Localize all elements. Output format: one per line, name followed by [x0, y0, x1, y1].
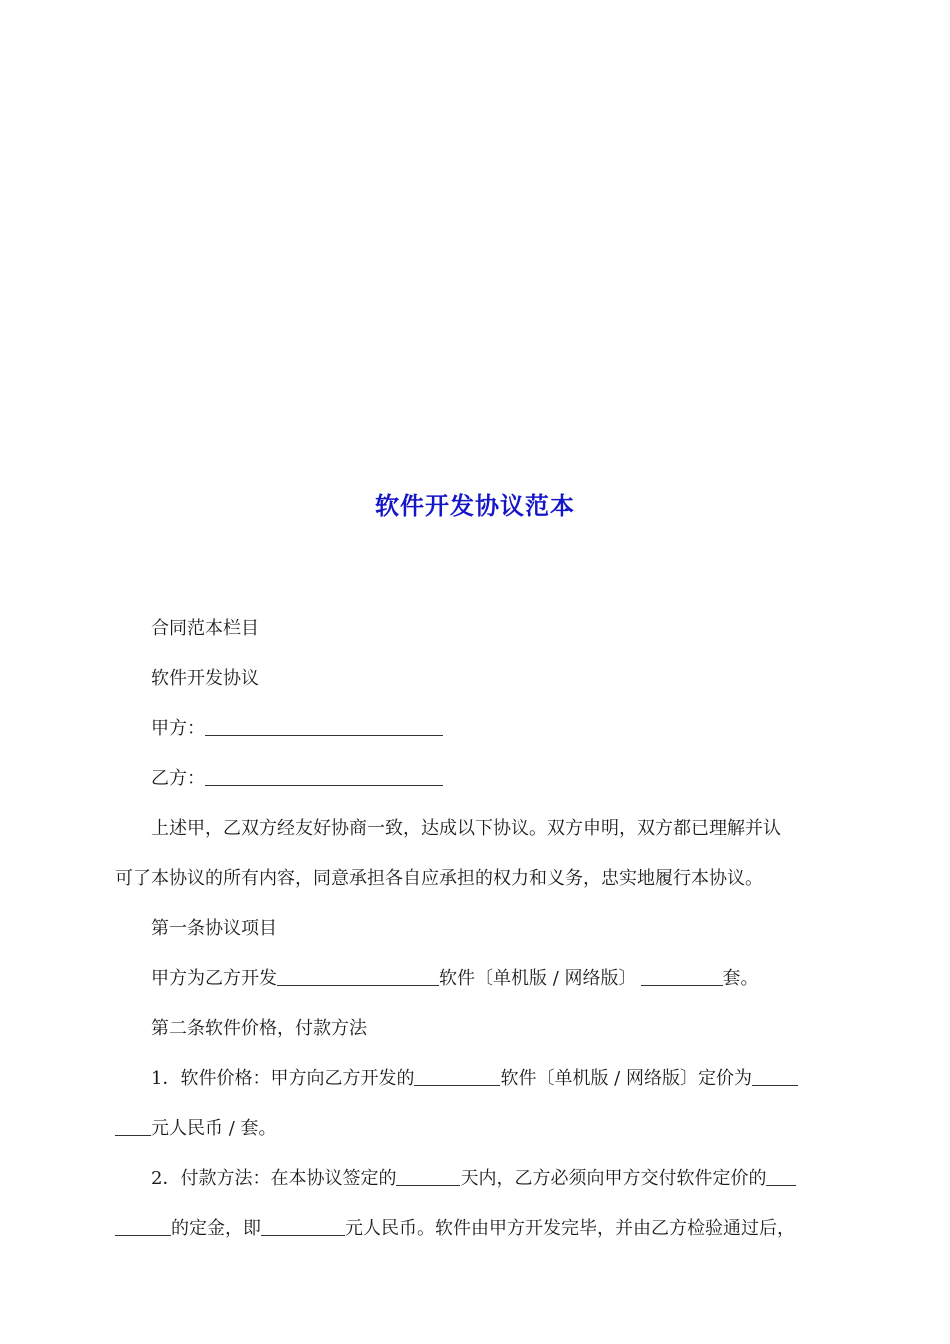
- software-blank: [414, 1067, 500, 1086]
- document-title: 软件开发协议范本: [375, 492, 575, 520]
- deposit-percent-blank-end: [115, 1217, 171, 1236]
- article-2-heading: [115, 1004, 837, 1054]
- payment-line-2: [115, 1204, 837, 1254]
- paragraph-agreement-name: [115, 654, 837, 704]
- price-line-1: [115, 1054, 837, 1104]
- deposit-amount-blank: [261, 1217, 345, 1236]
- article-1-heading: [115, 904, 837, 954]
- price-blank-start: [752, 1067, 798, 1086]
- text: 可了本协议的所有内容，同意承担各自应承担的权力和义务，忠实地履行本协议。: [115, 868, 763, 889]
- text: 元人民币 / 套。: [151, 1118, 277, 1139]
- party-a-blank: [205, 717, 443, 736]
- text: 软件〔单机版 / 网络版〕: [439, 968, 637, 989]
- party-b-blank: [205, 767, 443, 786]
- text: 上述甲，乙双方经友好协商一致，达成以下协议。双方申明，双方都已理解并认: [151, 818, 781, 839]
- party-b-label: 乙方：: [151, 768, 205, 789]
- text: 1．软件价格：甲方向乙方开发的: [151, 1068, 415, 1089]
- text: 软件开发协议: [151, 668, 259, 689]
- text: 合同范本栏目: [151, 618, 259, 639]
- price-blank-end: [115, 1117, 151, 1136]
- price-line-2: [115, 1104, 837, 1154]
- paragraph-column-name: [115, 604, 837, 654]
- text: 元人民币。软件由甲方开发完毕，并由乙方检验通过后，: [345, 1218, 795, 1239]
- text: 的定金，即: [171, 1218, 261, 1239]
- text: 甲方为乙方开发: [151, 968, 277, 989]
- software-name-blank: [277, 967, 439, 986]
- preamble-line-2: [115, 854, 837, 904]
- party-b-line: [115, 754, 837, 804]
- article-1-text: [115, 954, 837, 1004]
- text: 软件〔单机版 / 网络版〕定价为: [500, 1068, 752, 1089]
- party-a-line: [115, 704, 837, 754]
- text: 2．付款方法：在本协议签定的: [151, 1168, 397, 1189]
- text: 第一条协议项目: [151, 918, 277, 939]
- text: 第二条软件价格，付款方法: [151, 1018, 367, 1039]
- document-body: [115, 604, 837, 1254]
- text: 套。: [722, 968, 759, 989]
- days-blank: [396, 1167, 460, 1186]
- party-a-label: 甲方：: [151, 718, 205, 739]
- text: 天内，乙方必须向甲方交付软件定价的: [460, 1168, 767, 1189]
- deposit-percent-blank-start: [766, 1167, 796, 1186]
- quantity-blank: [641, 967, 723, 986]
- payment-line-1: [115, 1154, 837, 1204]
- preamble-line-1: [115, 804, 837, 854]
